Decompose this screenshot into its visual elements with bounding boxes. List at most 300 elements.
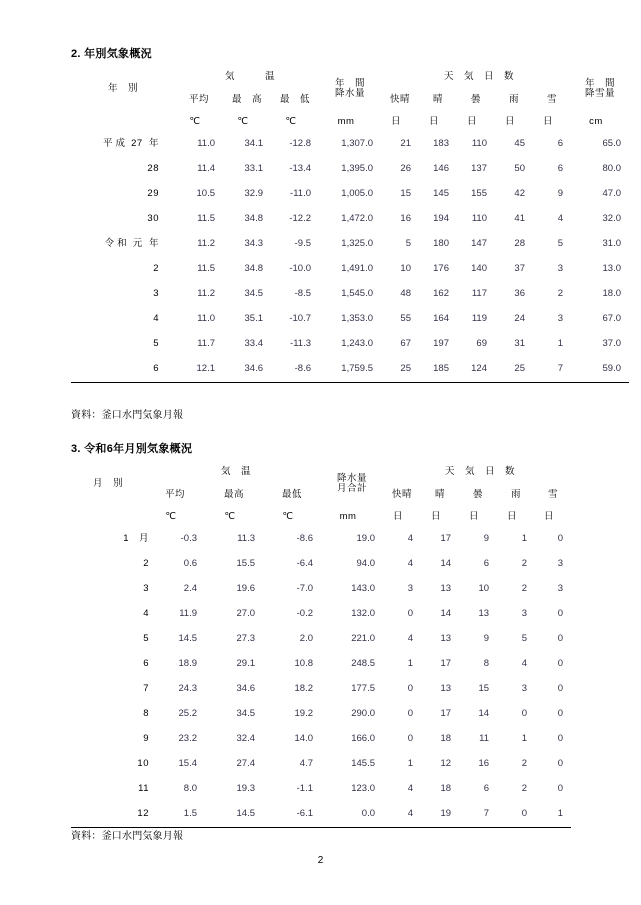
monthly-weather-cloudy: 16 [478, 758, 490, 770]
monthly-temp-max: 34.5 [236, 708, 255, 720]
annual-temp-min: -12.8 [289, 138, 311, 150]
monthly-precipitation: 290.0 [351, 708, 376, 720]
annual-weather-rain: 36 [514, 288, 525, 300]
annual-row-label: 30 [147, 213, 159, 225]
annual-header-precipitation-line2: 降水量 [334, 88, 365, 99]
monthly-unit-precipitation: mm [339, 510, 357, 522]
monthly-weather-fine: 17 [440, 658, 452, 670]
annual-weather-fine: 145 [433, 188, 449, 200]
annual-weather-clear: 48 [400, 288, 411, 300]
monthly-weather-fine: 14 [440, 558, 452, 570]
monthly-weather-rain: 3 [521, 608, 528, 620]
table-row [71, 627, 571, 652]
annual-temp-average: 12.1 [196, 363, 215, 375]
table-row [71, 602, 571, 627]
monthly-temp-min: 4.7 [299, 758, 314, 770]
annual-weather-table [71, 66, 629, 383]
annual-header-temp-group: 気 温 [224, 71, 275, 83]
annual-temp-average: 11.2 [197, 288, 215, 300]
monthly-weather-fine: 17 [440, 708, 452, 720]
annual-weather-rain: 41 [514, 213, 525, 225]
monthly-weather-snow: 0 [557, 733, 564, 745]
monthly-header-row-label: 月 別 [92, 477, 123, 489]
monthly-weather-fine: 19 [440, 808, 452, 820]
annual-row-label: 5 [153, 338, 159, 350]
annual-weather-fine: 197 [433, 338, 449, 350]
table-row [71, 552, 571, 577]
annual-weather-rain: 28 [514, 238, 525, 250]
annual-header-row-label: 年 別 [107, 82, 138, 94]
annual-weather-cloudy: 117 [471, 288, 487, 300]
annual-header-weather-clear: 快晴 [389, 94, 410, 106]
monthly-weather-rain: 4 [521, 658, 528, 670]
table-row [71, 777, 571, 802]
annual-unit-temp-average: ℃ [189, 115, 201, 127]
annual-temp-min: -11.3 [290, 338, 311, 350]
monthly-weather-fine: 17 [440, 533, 452, 545]
table-row [71, 132, 629, 157]
annual-temp-max: 34.8 [244, 213, 263, 225]
monthly-weather-snow: 0 [557, 658, 564, 670]
annual-row-label: 4 [153, 313, 159, 325]
annual-temp-average: 11.2 [197, 238, 215, 250]
monthly-weather-cloudy: 6 [483, 558, 490, 570]
monthly-header-weather-fine: 晴 [435, 489, 446, 501]
monthly-header-weather-group: 天 気 日 数 [445, 466, 516, 478]
monthly-weather-table [71, 461, 571, 828]
annual-unit-temp-max: ℃ [237, 115, 249, 127]
table-row [71, 182, 629, 207]
annual-temp-max: 34.3 [244, 238, 263, 250]
monthly-temp-max: 15.5 [236, 558, 255, 570]
monthly-weather-cloudy: 13 [478, 608, 490, 620]
monthly-temp-min: 10.8 [294, 658, 314, 670]
monthly-precipitation: 19.0 [356, 533, 376, 545]
monthly-table-header [71, 461, 571, 527]
monthly-temp-max: 19.3 [236, 783, 255, 795]
monthly-weather-clear: 1 [407, 658, 414, 670]
monthly-unit-temp-average: ℃ [165, 510, 177, 522]
monthly-weather-fine: 18 [440, 733, 452, 745]
annual-header-snowfall-line2: 降雪量 [584, 88, 615, 99]
annual-temp-max: 34.5 [244, 288, 263, 300]
annual-temp-average: 11.0 [197, 313, 215, 325]
table-row [71, 702, 571, 727]
annual-weather-fine: 185 [433, 363, 449, 375]
monthly-row-label: 4 [143, 608, 149, 620]
monthly-temp-average: 2.4 [183, 583, 197, 595]
annual-weather-cloudy: 119 [471, 313, 487, 325]
monthly-weather-clear: 0 [407, 708, 414, 720]
annual-weather-clear: 5 [405, 238, 411, 250]
monthly-weather-rain: 2 [521, 558, 528, 570]
annual-snowfall: 67.0 [602, 313, 621, 325]
annual-row-label: 29 [147, 188, 159, 200]
monthly-weather-rain: 0 [521, 708, 528, 720]
monthly-temp-average: 15.4 [178, 758, 197, 770]
annual-header-temp-max: 最 高 [231, 94, 262, 106]
table-row [71, 677, 571, 702]
annual-weather-fine: 194 [433, 213, 449, 225]
annual-temp-min: -10.7 [289, 313, 311, 325]
annual-row-label: 2 [153, 263, 159, 275]
monthly-weather-cloudy: 6 [483, 783, 490, 795]
annual-weather-fine: 162 [433, 288, 449, 300]
monthly-row-label: 2 [143, 558, 149, 570]
monthly-temp-min: 19.2 [294, 708, 314, 720]
monthly-weather-rain: 0 [521, 808, 528, 820]
monthly-weather-rain: 2 [521, 583, 528, 595]
monthly-weather-snow: 0 [557, 708, 564, 720]
monthly-weather-cloudy: 14 [478, 708, 490, 720]
monthly-source-note: 資料：釜口水門気象月報 [71, 831, 184, 842]
annual-temp-average: 11.7 [197, 338, 215, 350]
annual-snowfall: 80.0 [602, 163, 621, 175]
monthly-weather-clear: 4 [407, 558, 414, 570]
annual-table-header [71, 66, 629, 132]
annual-row-label: 3 [153, 288, 159, 300]
annual-weather-clear: 55 [400, 313, 411, 325]
annual-weather-rain: 24 [514, 313, 525, 325]
annual-weather-rain: 45 [514, 138, 525, 150]
monthly-temp-max: 19.6 [236, 583, 255, 595]
monthly-precipitation: 248.5 [351, 658, 376, 670]
monthly-weather-cloudy: 7 [483, 808, 490, 820]
annual-unit-weather-snow: 日 [542, 115, 553, 127]
annual-row-label: 平成 27 年 [102, 138, 159, 150]
annual-temp-min: -8.6 [294, 363, 311, 375]
monthly-precipitation: 166.0 [351, 733, 376, 745]
table-row [71, 357, 629, 383]
annual-header-weather-rain: 雨 [508, 94, 519, 106]
annual-temp-max: 35.1 [244, 313, 263, 325]
annual-header-weather-fine: 晴 [432, 94, 443, 106]
annual-snowfall: 47.0 [602, 188, 621, 200]
table-row [71, 802, 571, 828]
annual-weather-rain: 37 [514, 263, 525, 275]
table-row [71, 652, 571, 677]
monthly-unit-temp-max: ℃ [224, 510, 236, 522]
monthly-weather-clear: 0 [407, 683, 414, 695]
monthly-temp-min: 18.2 [294, 683, 314, 695]
annual-precipitation: 1,005.0 [341, 188, 373, 200]
annual-temp-average: 11.5 [197, 213, 215, 225]
monthly-weather-rain: 2 [521, 758, 528, 770]
annual-snowfall: 31.0 [602, 238, 621, 250]
monthly-row-label: 8 [143, 708, 149, 720]
annual-header-snowfall-line1: 年 間 [584, 77, 615, 89]
monthly-temp-min: -6.1 [296, 808, 314, 820]
annual-unit-weather-clear: 日 [390, 115, 401, 127]
annual-temp-average: 10.5 [196, 188, 215, 200]
annual-precipitation: 1,243.0 [341, 338, 373, 350]
annual-weather-fine: 146 [433, 163, 449, 175]
monthly-temp-min: -6.4 [296, 558, 314, 570]
monthly-weather-snow: 3 [557, 583, 564, 595]
annual-weather-clear: 21 [400, 138, 411, 150]
monthly-precipitation: 94.0 [356, 558, 376, 570]
monthly-weather-rain: 3 [521, 683, 528, 695]
monthly-temp-average: 23.2 [178, 733, 197, 745]
annual-header-precipitation-line1: 年 間 [334, 77, 365, 89]
monthly-weather-clear: 4 [407, 533, 414, 545]
monthly-row-label: 12 [137, 808, 149, 820]
annual-temp-average: 11.0 [197, 138, 215, 150]
annual-weather-rain: 50 [514, 163, 525, 175]
monthly-temp-max: 34.6 [236, 683, 255, 695]
table-row [71, 257, 629, 282]
annual-weather-clear: 16 [400, 213, 411, 225]
monthly-precipitation: 145.5 [351, 758, 376, 770]
monthly-header-temp-min: 最低 [282, 489, 303, 501]
annual-unit-row [71, 112, 629, 132]
annual-weather-rain: 42 [514, 188, 525, 200]
monthly-temp-max: 27.0 [236, 608, 255, 620]
monthly-temp-min: -8.6 [296, 533, 314, 545]
monthly-weather-cloudy: 8 [483, 658, 490, 670]
monthly-weather-snow: 0 [557, 683, 564, 695]
annual-weather-clear: 26 [400, 163, 411, 175]
annual-snowfall: 13.0 [602, 263, 621, 275]
monthly-precipitation: 0.0 [361, 808, 376, 820]
table-row [71, 207, 629, 232]
annual-weather-rain: 31 [514, 338, 525, 350]
annual-row-label: 令和 元 年 [104, 238, 159, 250]
monthly-weather-snow: 0 [557, 608, 564, 620]
annual-unit-weather-rain: 日 [504, 115, 515, 127]
monthly-row-label: 1 月 [123, 533, 149, 545]
monthly-weather-snow: 0 [557, 758, 564, 770]
annual-temp-min: -8.5 [294, 288, 311, 300]
monthly-temp-max: 32.4 [236, 733, 255, 745]
annual-weather-cloudy: 137 [471, 163, 487, 175]
annual-header-temp-min: 最 低 [279, 94, 310, 106]
annual-weather-fine: 164 [433, 313, 449, 325]
monthly-precipitation: 132.0 [351, 608, 376, 620]
annual-weather-fine: 180 [433, 238, 449, 250]
monthly-weather-fine: 18 [440, 783, 452, 795]
monthly-precipitation: 177.5 [351, 683, 376, 695]
monthly-weather-snow: 0 [557, 633, 564, 645]
monthly-weather-fine: 14 [440, 608, 452, 620]
monthly-temp-max: 27.3 [236, 633, 255, 645]
annual-weather-snow: 4 [557, 213, 563, 225]
monthly-weather-clear: 0 [407, 608, 414, 620]
monthly-temp-average: 0.6 [183, 558, 197, 570]
annual-unit-temp-min: ℃ [285, 115, 297, 127]
monthly-weather-fine: 13 [440, 633, 452, 645]
annual-header-weather-cloudy: 曇 [470, 94, 481, 106]
annual-header-temp-average: 平均 [188, 94, 209, 106]
annual-temp-min: -10.0 [289, 263, 311, 275]
monthly-temp-average: 14.5 [178, 633, 197, 645]
annual-precipitation: 1,395.0 [341, 163, 373, 175]
annual-precipitation: 1,491.0 [341, 263, 373, 275]
annual-weather-snow: 2 [557, 288, 563, 300]
annual-temp-max: 33.4 [244, 338, 263, 350]
monthly-weather-clear: 0 [407, 733, 414, 745]
monthly-precipitation: 123.0 [351, 783, 376, 795]
monthly-unit-spacer [71, 507, 145, 527]
annual-weather-cloudy: 69 [476, 338, 487, 350]
monthly-weather-clear: 1 [407, 758, 414, 770]
monthly-weather-rain: 1 [521, 533, 528, 545]
annual-weather-clear: 67 [400, 338, 411, 350]
annual-weather-snow: 7 [557, 363, 563, 375]
monthly-row-label: 3 [143, 583, 149, 595]
table-row [71, 727, 571, 752]
annual-weather-snow: 3 [557, 313, 563, 325]
annual-weather-snow: 6 [557, 138, 563, 150]
table-row [71, 157, 629, 182]
annual-header-weather-snow: 雪 [546, 94, 557, 106]
annual-unit-precipitation: mm [337, 115, 355, 127]
monthly-weather-snow: 0 [557, 533, 564, 545]
annual-precipitation: 1,353.0 [341, 313, 373, 325]
annual-weather-cloudy: 110 [471, 138, 487, 150]
annual-unit-weather-fine: 日 [428, 115, 439, 127]
annual-snowfall: 65.0 [602, 138, 621, 150]
monthly-temp-average: 8.0 [183, 783, 197, 795]
monthly-row-label: 9 [143, 733, 149, 745]
monthly-header-weather-snow: 雪 [548, 489, 559, 501]
annual-temp-max: 34.8 [244, 263, 263, 275]
table-row [71, 527, 571, 552]
annual-weather-snow: 5 [557, 238, 563, 250]
annual-header-snowfall [571, 66, 629, 112]
annual-weather-fine: 176 [433, 263, 449, 275]
monthly-precipitation: 143.0 [351, 583, 376, 595]
monthly-unit-weather-snow: 日 [544, 510, 555, 522]
monthly-weather-clear: 4 [407, 783, 414, 795]
monthly-row-label: 11 [138, 783, 149, 795]
section-heading-annual: 2. 年別気象概況 [71, 48, 152, 60]
annual-temp-min: -12.2 [289, 213, 311, 225]
monthly-precipitation: 221.0 [351, 633, 376, 645]
annual-snowfall: 32.0 [602, 213, 621, 225]
table-row [71, 577, 571, 602]
page-number: 2 [317, 855, 324, 866]
annual-snowfall: 18.0 [602, 288, 621, 300]
monthly-header-weather-clear: 快晴 [392, 489, 413, 501]
monthly-temp-max: 27.4 [236, 758, 255, 770]
annual-weather-cloudy: 140 [471, 263, 487, 275]
annual-temp-max: 32.9 [244, 188, 263, 200]
monthly-row-label: 5 [143, 633, 149, 645]
table-row [71, 282, 629, 307]
annual-temp-average: 11.4 [197, 163, 215, 175]
monthly-header-precipitation [321, 461, 383, 507]
monthly-unit-weather-rain: 日 [507, 510, 518, 522]
monthly-weather-cloudy: 10 [478, 583, 490, 595]
annual-weather-rain: 25 [514, 363, 525, 375]
monthly-weather-cloudy: 9 [483, 633, 490, 645]
monthly-header-temp-average: 平均 [164, 489, 185, 501]
monthly-weather-cloudy: 11 [479, 733, 490, 745]
monthly-temp-min: -7.0 [296, 583, 314, 595]
monthly-temp-min: -1.1 [296, 783, 314, 795]
monthly-header-temp-max: 最高 [223, 489, 244, 501]
annual-weather-snow: 9 [557, 188, 563, 200]
monthly-header-temp-group: 気 温 [221, 466, 252, 478]
monthly-temp-min: 2.0 [299, 633, 314, 645]
monthly-unit-weather-fine: 日 [431, 510, 442, 522]
annual-row-label: 6 [153, 363, 159, 375]
table-row [71, 332, 629, 357]
annual-temp-min: -11.0 [290, 188, 311, 200]
section-heading-monthly: 3. 令和6年月別気象概況 [71, 443, 193, 455]
monthly-header-weather-rain: 雨 [511, 489, 522, 501]
annual-weather-snow: 6 [557, 163, 563, 175]
monthly-weather-fine: 12 [440, 758, 452, 770]
monthly-temp-max: 29.1 [236, 658, 255, 670]
annual-weather-clear: 15 [400, 188, 411, 200]
monthly-temp-average: 25.2 [178, 708, 197, 720]
annual-weather-clear: 25 [400, 363, 411, 375]
monthly-unit-weather-clear: 日 [393, 510, 404, 522]
monthly-temp-min: 14.0 [294, 733, 314, 745]
monthly-temp-max: 14.5 [236, 808, 255, 820]
monthly-weather-clear: 4 [407, 808, 414, 820]
annual-precipitation: 1,472.0 [341, 213, 373, 225]
monthly-table-body [71, 527, 571, 828]
table-row [71, 752, 571, 777]
monthly-weather-snow: 1 [557, 808, 564, 820]
annual-temp-min: -13.4 [289, 163, 311, 175]
monthly-weather-rain: 2 [521, 783, 528, 795]
monthly-weather-clear: 3 [407, 583, 414, 595]
monthly-header-precipitation-line2: 月合計 [337, 483, 368, 494]
annual-weather-cloudy: 124 [471, 363, 487, 375]
monthly-header-weather-cloudy: 曇 [473, 489, 484, 501]
monthly-row-label: 6 [143, 658, 149, 670]
monthly-weather-cloudy: 9 [483, 533, 490, 545]
monthly-temp-average: 1.5 [183, 808, 197, 820]
annual-weather-cloudy: 147 [471, 238, 487, 250]
monthly-weather-rain: 5 [521, 633, 528, 645]
annual-weather-fine: 183 [433, 138, 449, 150]
annual-weather-cloudy: 155 [471, 188, 487, 200]
monthly-weather-cloudy: 15 [478, 683, 490, 695]
annual-weather-snow: 3 [557, 263, 563, 275]
annual-unit-snowfall: cm [589, 115, 603, 127]
annual-precipitation: 1,759.5 [341, 363, 373, 375]
annual-weather-clear: 10 [400, 263, 411, 275]
annual-weather-cloudy: 110 [471, 213, 487, 225]
table-row [71, 232, 629, 257]
annual-unit-spacer [71, 112, 175, 132]
monthly-weather-clear: 4 [407, 633, 414, 645]
annual-precipitation: 1,325.0 [341, 238, 373, 250]
monthly-row-label: 10 [137, 758, 149, 770]
annual-weather-snow: 1 [557, 338, 563, 350]
annual-unit-weather-cloudy: 日 [466, 115, 477, 127]
annual-precipitation: 1,545.0 [341, 288, 373, 300]
annual-temp-max: 34.6 [244, 363, 263, 375]
monthly-weather-rain: 1 [521, 733, 528, 745]
annual-source-note: 資料：釜口水門気象月報 [71, 410, 184, 421]
annual-snowfall: 37.0 [602, 338, 621, 350]
annual-temp-max: 34.1 [244, 138, 263, 150]
annual-temp-max: 33.1 [244, 163, 263, 175]
annual-header-precipitation [319, 66, 381, 112]
annual-temp-average: 11.5 [197, 263, 215, 275]
monthly-weather-fine: 13 [440, 583, 452, 595]
annual-temp-min: -9.5 [294, 238, 311, 250]
monthly-weather-snow: 0 [557, 783, 564, 795]
monthly-temp-min: -0.2 [296, 608, 314, 620]
annual-header-weather-group: 天 気 日 数 [443, 71, 514, 83]
